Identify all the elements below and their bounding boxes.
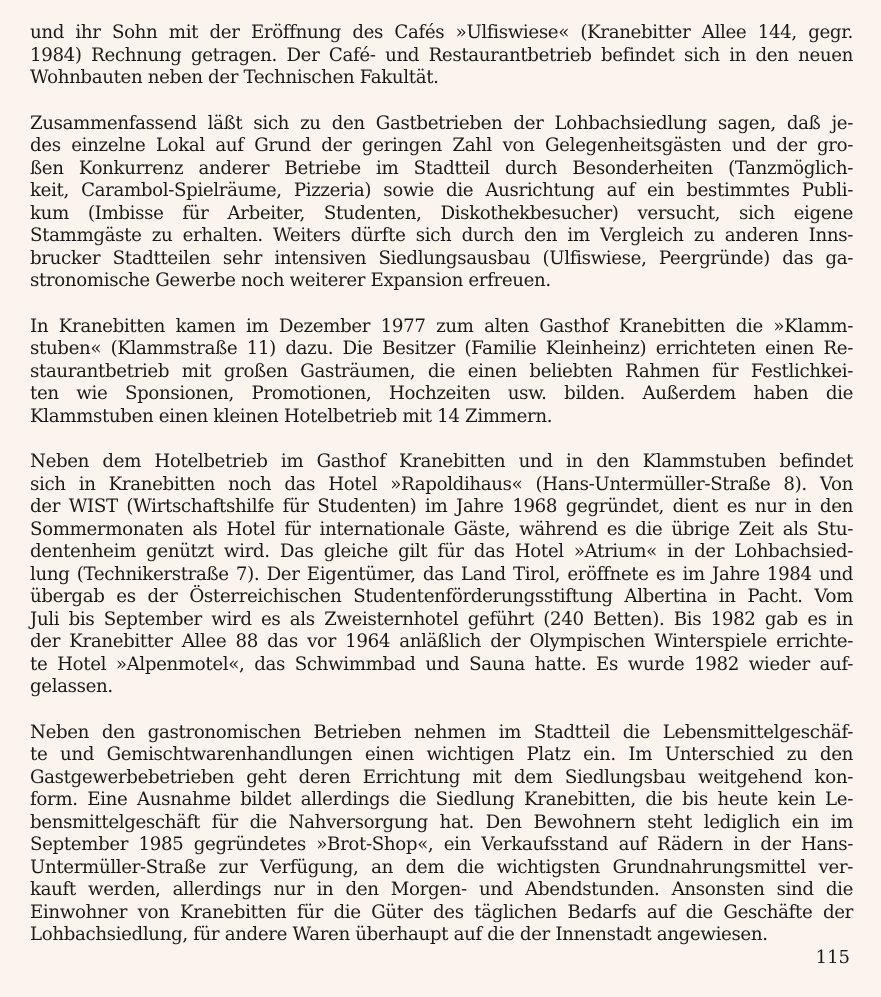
text-line: und ihr Sohn mit der Eröffnung des Cafés »Ulfiswiese« (Kranebitter Allee 144, gegr. bbox=[30, 22, 853, 43]
text-line: übergab es der Österreichischen Studentenförderungsstiftung Albertina in Pacht. Vom bbox=[30, 586, 853, 607]
text-line: der Kranebitter Allee 88 das vor 1964 anläßlich der Olympischen Winterspiele errichte- bbox=[30, 631, 853, 652]
page-body bbox=[30, 22, 853, 947]
text-line: te und Gemischtwarenhandlungen einen wichtigen Platz ein. Im Unterschied zu den bbox=[30, 744, 853, 765]
text-line: dentenheim genützt wird. Das gleiche gilt für das Hotel »Atrium« in der Lohbachsied- bbox=[30, 541, 853, 562]
text-line: stronomische Gewerbe noch weiterer Expansion erfreuen. bbox=[30, 270, 551, 291]
text-line: 1984) Rechnung getragen. Der Café- und Restaurantbetrieb befindet sich in den neuen bbox=[30, 44, 853, 66]
text-line: September 1985 gegründetes »Brot-Shop«, ein Verkaufsstand auf Rädern in der Hans- bbox=[30, 834, 853, 855]
text-line: gelassen. bbox=[30, 676, 113, 697]
text-line: Untermüller-Straße zur Verfügung, an dem die wichtigsten Grundnahrungsmittel ver- bbox=[30, 856, 853, 878]
text-line: Wohnbauten neben der Technischen Fakultät. bbox=[30, 67, 439, 88]
paragraph-2 bbox=[30, 113, 853, 293]
text-line: Gastgewerbebetrieben geht deren Errichtung mit dem Siedlungsbau weitgehend kon- bbox=[30, 766, 853, 788]
text-line: Stammgäste zu erhalten. Weiters dürfte sich durch den im Vergleich zu anderen Inns- bbox=[30, 225, 853, 246]
text-line: Einwohner von Kranebitten für die Güter des täglichen Bedarfs auf die Geschäfte der bbox=[30, 901, 853, 923]
text-line: sich in Kranebitten noch das Hotel »Rapoldihaus« (Hans-Untermüller-Straße 8). Von bbox=[30, 473, 853, 495]
text-line: keit, Carambol-Spielräume, Pizzeria) sowie die Ausrichtung auf ein bestimmtes Publi- bbox=[30, 180, 853, 201]
text-line: Zusammenfassend läßt sich zu den Gastbetrieben der Lohbachsiedlung sagen, daß je- bbox=[30, 112, 853, 134]
text-line: staurantbetrieb mit großen Gasträumen, die einen beliebten Rahmen für Festlichkei- bbox=[30, 360, 853, 382]
text-line: kauft werden, allerdings nur in den Morgen- und Abendstunden. Ansonsten sind die bbox=[30, 879, 853, 900]
text-line: Lohbachsiedlung, für andere Waren überhaupt auf die der Innenstadt angewiesen. bbox=[30, 924, 768, 945]
text-line: brucker Stadtteilen sehr intensiven Siedlungsausbau (Ulfiswiese, Peergründe) das ga- bbox=[30, 247, 853, 269]
paragraph-5 bbox=[30, 722, 853, 947]
text-line: Sommermonaten als Hotel für internationale Gäste, während es die übrige Zeit als Stu- bbox=[30, 518, 853, 540]
page-number: 115 bbox=[815, 947, 850, 968]
text-line: Neben dem Hotelbetrieb im Gasthof Kranebitten und in den Klammstuben befindet bbox=[30, 451, 853, 472]
text-line: form. Eine Ausnahme bildet allerdings die Siedlung Kranebitten, die bis heute kein Le- bbox=[30, 789, 853, 810]
text-line: stuben« (Klammstraße 11) dazu. Die Besitzer (Familie Kleinheinz) errichteten einen Re- bbox=[30, 338, 853, 359]
text-line: kum (Imbisse für Arbeiter, Studenten, Diskothekbesucher) versucht, sich eigene bbox=[30, 202, 853, 224]
text-line: ten wie Sponsionen, Promotionen, Hochzeiten usw. bilden. Außerdem haben die bbox=[30, 383, 853, 404]
text-line: In Kranebitten kamen im Dezember 1977 zum alten Gasthof Kranebitten die »Klamm- bbox=[30, 315, 853, 337]
text-line: Juli bis September wird es als Zweisternhotel geführt (240 Betten). Bis 1982 gab es in bbox=[30, 608, 853, 630]
text-line: lung (Technikerstraße 7). Der Eigentümer, das Land Tirol, eröffnete es im Jahre 1984 und bbox=[30, 563, 853, 585]
text-line: te Hotel »Alpenmotel«, das Schwimmbad und Sauna hatte. Es wurde 1982 wieder auf- bbox=[30, 653, 853, 675]
text-line: Klammstuben einen kleinen Hotelbetrieb mit 14 Zimmern. bbox=[30, 405, 553, 427]
text-line: ßen Konkurrenz anderer Betriebe im Stadtteil durch Besonderheiten (Tanzmöglich- bbox=[30, 157, 853, 179]
text-line: der WIST (Wirtschaftshilfe für Studenten) im Jahre 1968 gegründet, dient es nur in den bbox=[30, 496, 853, 517]
text-line: des einzelne Lokal auf Grund der geringen Zahl von Gelegenheitsgästen und der gro- bbox=[30, 135, 853, 156]
paragraph-3 bbox=[30, 316, 853, 429]
paragraph-4 bbox=[30, 451, 853, 699]
text-line: bensmittelgeschäft für die Nahversorgung hat. Den Bewohnern steht lediglich ein im bbox=[30, 811, 853, 833]
paragraph-1 bbox=[30, 22, 853, 90]
text-line: Neben den gastronomischen Betrieben nehmen im Stadtteil die Lebensmittelgeschäf- bbox=[30, 721, 853, 743]
